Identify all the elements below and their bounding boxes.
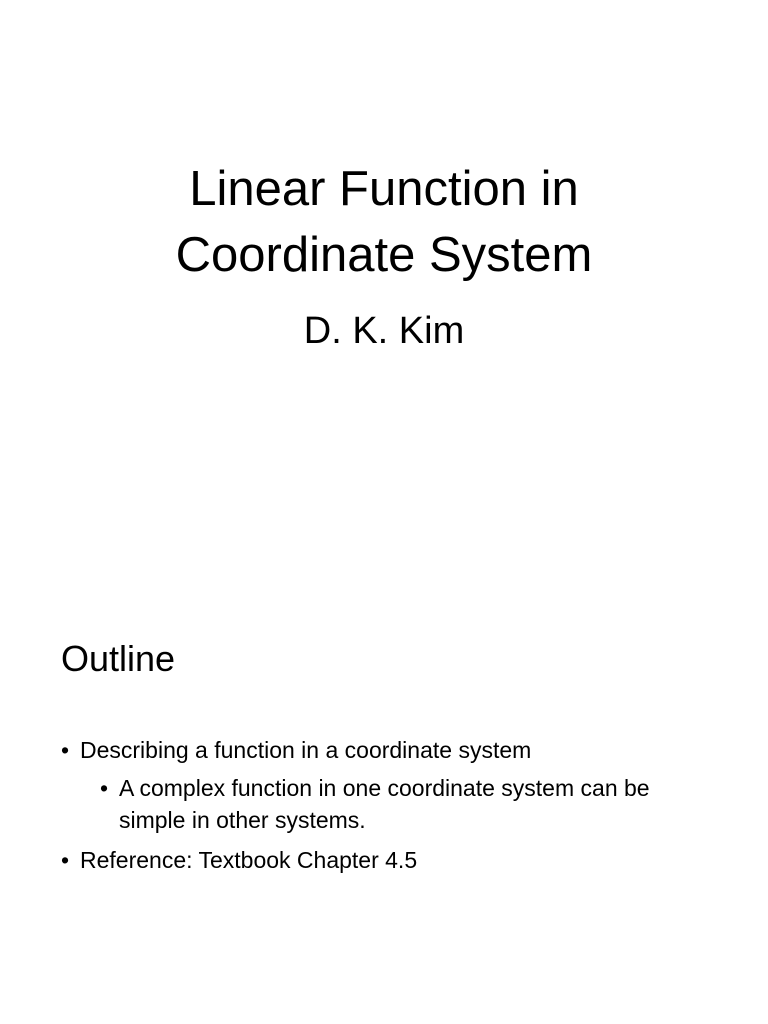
slide-title [0,156,768,288]
slide-title-line-1: Linear Function in [189,162,579,216]
sub-bullet-item: • A complex function in one coordinate system can be simple in other systems. [100,772,679,836]
outline-slide [0,512,768,1024]
author-subtitle: D. K. Kim [303,310,465,352]
bullet-item: • Reference: Textbook Chapter 4.5 [61,844,701,876]
bullet-list [61,734,701,882]
slide-title-line-2: Coordinate System [175,228,593,282]
bullet-item: • Describing a function in a coordinate system [61,734,701,766]
outline-heading: Outline [61,638,176,679]
